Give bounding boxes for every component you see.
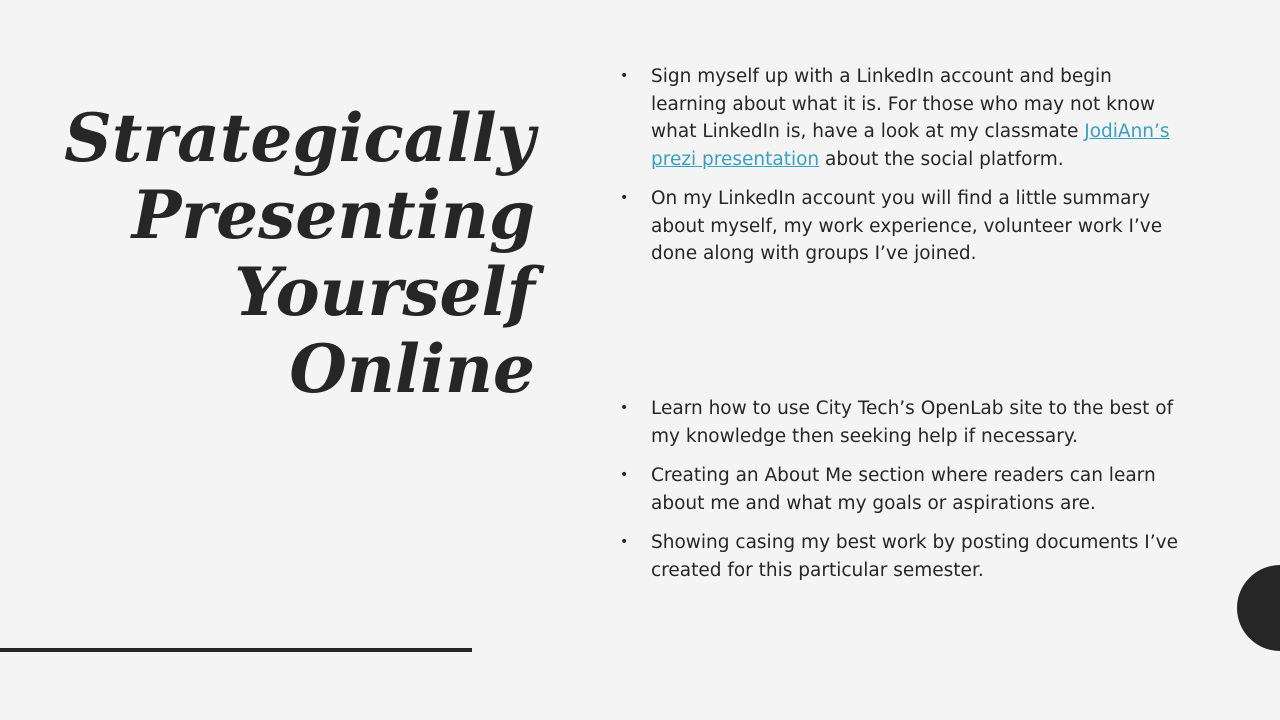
slide-title — [40, 100, 535, 408]
bullet-text: Learn how to use City Tech’s OpenLab site to the best of my knowledge then seeking help if necessary. — [651, 398, 1174, 447]
bullet-text: Showing casing my best work by posting documents I’ve created for this particular semester. — [651, 532, 1178, 581]
title-line: Strategically — [64, 99, 535, 178]
top-bullet-list — [620, 63, 1190, 280]
bullet-icon: • — [620, 68, 629, 84]
bullet-icon: • — [620, 190, 629, 206]
bullet-item-linkedin-summary — [620, 185, 1190, 268]
bullet-item-linkedin-signup — [620, 63, 1190, 173]
bullet-item-about-me — [620, 462, 1190, 517]
bullet-text: about the social platform. — [819, 148, 1064, 170]
bullet-text: Creating an About Me section where readers can learn about me and what my goals or aspirations are. — [651, 465, 1156, 514]
bullet-icon: • — [620, 400, 629, 416]
bullet-text: On my LinkedIn account you will find a little summary about myself, my work experience, volunteer work I’ve done along with groups I’ve joined. — [651, 188, 1163, 264]
title-line: Yourself — [234, 253, 535, 332]
bullet-icon: • — [620, 467, 629, 483]
prezi-presentation-link[interactable]: JodiAnn’s prezi presentation — [651, 121, 1170, 170]
decorative-divider — [0, 648, 472, 652]
decorative-circle — [1237, 565, 1280, 651]
title-line: Online — [289, 330, 535, 409]
bullet-item-openlab — [620, 395, 1190, 450]
title-line: Presenting — [131, 176, 535, 255]
bullet-item-best-work — [620, 529, 1190, 584]
bullet-text: Sign myself up with a LinkedIn account and begin learning about what it is. For those who may not know what LinkedIn is, have a look at my classmate — [651, 66, 1156, 142]
bullet-icon: • — [620, 534, 629, 550]
bottom-bullet-list — [620, 395, 1190, 596]
